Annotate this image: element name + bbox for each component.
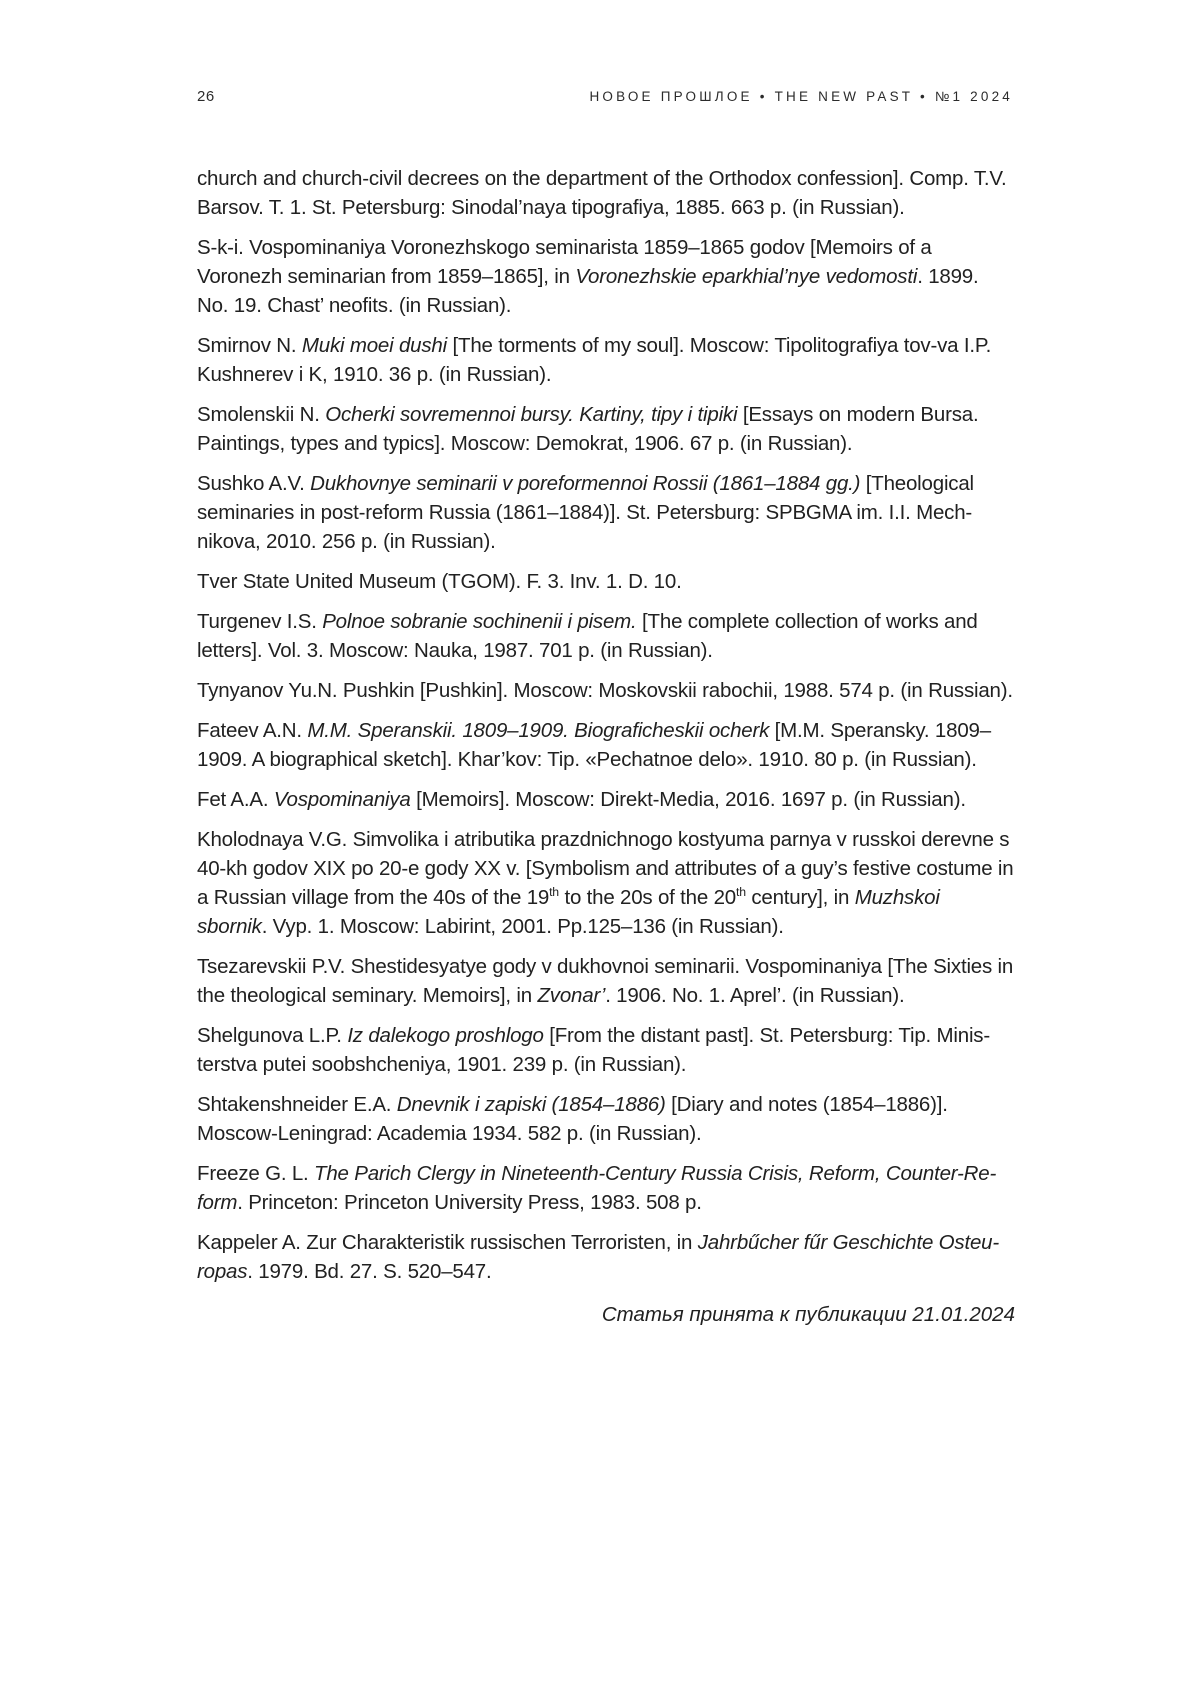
- ref-superscript: th: [549, 885, 559, 900]
- ref-text: Shtakenshneider E.A.: [197, 1093, 397, 1116]
- ref-title-italic: Zvonar’: [537, 984, 606, 1007]
- ref-text: [Essays on modern Bursa. Paintings, types and typics]. Moscow: Demokrat, 1906. 67 p. (in Russian).: [197, 403, 979, 455]
- reference-entry: [197, 400, 1015, 458]
- ref-title-italic: Dnevnik i zapiski (1854–1886): [396, 1093, 666, 1116]
- ref-title-italic: M.M. Speranskii. 1809–1909. Biograficheskii ocherk: [307, 719, 770, 742]
- reference-entry: [197, 716, 1015, 774]
- ref-text: . 1979. Bd. 27. S. 520–547.: [247, 1260, 492, 1283]
- ref-text: S-k-i. Vospominaniya Voronezhskogo seminarista 1859–1865 godov [Memoirs of a Voronezh seminarian from 1859–1865], in: [197, 236, 932, 288]
- ref-text: century], in: [745, 886, 855, 909]
- ref-title-italic: Iz dalekogo proshlogo: [347, 1024, 544, 1047]
- ref-title-italic: Muki moei dushi: [301, 334, 447, 357]
- ref-title-italic: Dukhovnye seminarii v poreformennoi Rossii (1861–1884 gg.): [310, 472, 861, 495]
- ref-text: Freeze G. L.: [197, 1162, 315, 1185]
- ref-text: Smirnov N.: [197, 334, 302, 357]
- reference-entry: [197, 785, 1015, 814]
- reference-entry: [197, 607, 1015, 665]
- reference-entry: [197, 164, 1015, 222]
- ref-superscript: th: [735, 885, 746, 900]
- ref-title-italic: Jahrbűcher fűr Geschichte Osteu-ropas: [197, 1231, 999, 1283]
- reference-entry: [197, 825, 1015, 941]
- reference-entry: [197, 676, 1015, 705]
- reference-entry: [197, 1090, 1015, 1148]
- ref-text: Fet A.A.: [197, 788, 274, 811]
- reference-entry: [197, 1228, 1015, 1286]
- ref-text: . Princeton: Princeton University Press, 1983. 508 p.: [237, 1191, 702, 1214]
- acceptance-date-note: Статья принята к публикации 21.01.2024: [601, 1303, 1015, 1326]
- ref-title-italic: Polnoe sobranie sochinenii i pisem.: [322, 610, 637, 633]
- ref-title-italic: Vospominaniya: [273, 788, 411, 811]
- ref-text: Turgenev I.S.: [197, 610, 323, 633]
- ref-title-italic: Voronezhskie eparkhial’nye vedomosti: [575, 265, 918, 288]
- ref-text: [The complete collection of works and letters]. Vol. 3. Moscow: Nauka, 1987. 701 p. (in Russian).: [197, 610, 978, 662]
- references-list: [197, 164, 1015, 1286]
- references-section: [197, 164, 1015, 1329]
- ref-text: Kholodnaya V.G. Simvolika i atributika prazdnichnogo kostyuma parnya v russkoi derevne s 40-kh godov XIX po 20-e gody XX v. [Symbolism and attributes of a guy’s festive costume in a Russian village from the 40s of the 19: [197, 828, 1014, 909]
- ref-title-italic: Ocherki sovremennoi bursy. Kartiny, tipy i tipiki: [325, 403, 738, 426]
- journal-running-title: НОВОЕ ПРОШЛОЕ • THE NEW PAST • №1 2024: [589, 89, 1013, 104]
- ref-text: [From the distant past]. St. Petersburg: Tip. Minis-terstva putei soobshcheniya, 1901. 239 p. (in Russian).: [197, 1024, 990, 1076]
- ref-text: Kappeler A. Zur Charakteristik russischen Terroristen, in: [197, 1231, 698, 1254]
- ref-text: . 1906. No. 1. Aprel’. (in Russian).: [605, 984, 905, 1007]
- ref-text: [The torments of my soul]. Moscow: Tipolitografiya tov-va I.P. Kushnerev i K, 1910. 36 p. (in Russian).: [197, 334, 992, 386]
- ref-text: [Diary and notes (1854–1886)]. Moscow-Leningrad: Academia 1934. 582 p. (in Russian).: [197, 1093, 948, 1145]
- reference-entry: [197, 331, 1015, 389]
- ref-text: Shelgunova L.P.: [197, 1024, 348, 1047]
- ref-text: [M.M. Speransky. 1809–1909. A biographical sketch]. Khar’kov: Tip. «Pechatnoe delo». 1910. 80 p. (in Russian).: [197, 719, 991, 771]
- page-number: 26: [197, 88, 215, 105]
- ref-text: Tver State United Museum (TGOM). F. 3. Inv. 1. D. 10.: [197, 570, 682, 593]
- reference-entry: [197, 233, 1015, 320]
- ref-text: to the 20s of the 20: [558, 886, 736, 909]
- ref-text: [Memoirs]. Moscow: Direkt-Media, 2016. 1697 p. (in Russian).: [410, 788, 966, 811]
- ref-title-italic: The Parich Clergy in Nineteenth-Century Russia Crisis, Reform, Counter-Re-form: [197, 1162, 997, 1214]
- ref-text: Tynyanov Yu.N. Pushkin [Pushkin]. Moscow: Moskovskii rabochii, 1988. 574 p. (in Russian).: [197, 679, 1013, 702]
- reference-entry: [197, 952, 1015, 1010]
- ref-text: Sushko A.V.: [197, 472, 311, 495]
- ref-text: Fateev A.N.: [197, 719, 308, 742]
- ref-title-italic: Muzhskoi sbornik: [197, 886, 940, 938]
- ref-text: [Theological seminaries in post-reform Russia (1861–1884)]. St. Petersburg: SPBGMA im. I.I. Mech-nikova, 2010. 256 p. (in Russian).: [197, 472, 974, 553]
- ref-text: . Vyp. 1. Moscow: Labirint, 2001. Pp.125–136 (in Russian).: [261, 915, 784, 938]
- ref-text: church and church-civil decrees on the department of the Orthodox confession]. Comp. T.V. Barsov. T. 1. St. Petersburg: Sinodal’naya tipografiya, 1885. 663 p. (in Russian).: [197, 167, 1007, 219]
- ref-text: Tsezarevskii P.V. Shestidesyatye gody v dukhovnoi seminarii. Vospominaniya [The Sixties in the theological seminary. Memoirs], in: [197, 955, 1014, 1007]
- reference-entry: [197, 1021, 1015, 1079]
- running-header: [197, 88, 1013, 105]
- ref-text: Smolenskii N.: [197, 403, 326, 426]
- reference-entry: [197, 567, 1015, 596]
- reference-entry: [197, 469, 1015, 556]
- reference-entry: [197, 1159, 1015, 1217]
- ref-text: . 1899. No. 19. Chast’ neofits. (in Russian).: [197, 265, 979, 317]
